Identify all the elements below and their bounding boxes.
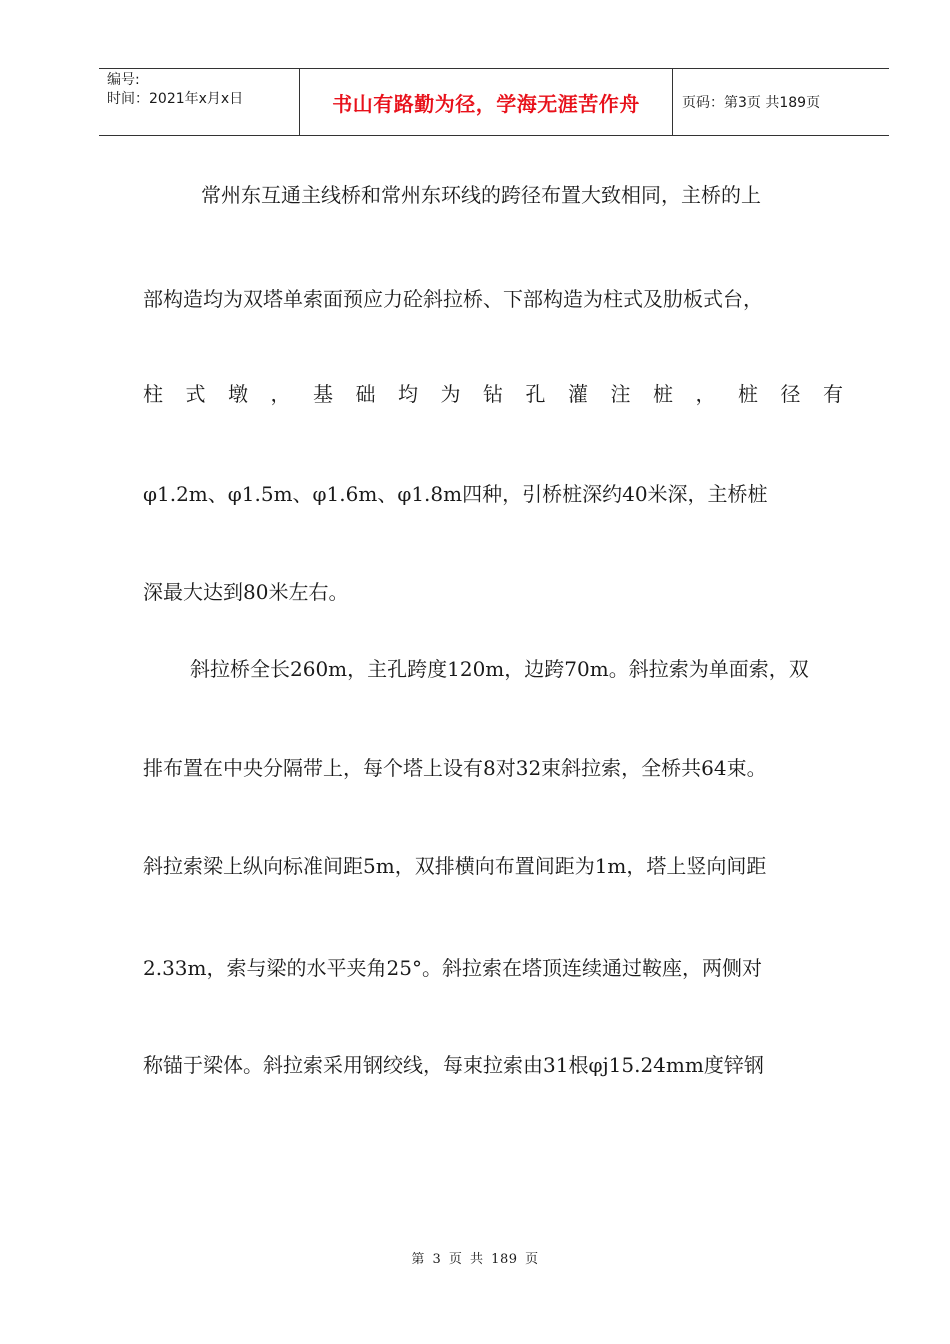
body-line-3-char: 孔 — [525, 382, 546, 406]
page-footer: 第 3 页 共 189 页 — [411, 1252, 539, 1267]
time-label: 时间：2021年x月x日 — [107, 91, 244, 107]
body-line-3-char: 桩 — [653, 382, 673, 406]
body-line-10: 称锚于梁体。斜拉索采用钢绞线，每束拉索由31根φj15.24mm度锌钢 — [143, 1053, 764, 1077]
body-line-3-char: ， — [695, 382, 716, 406]
body-line-3-char: 有 — [823, 382, 843, 406]
body-line-3-char: 墩 — [228, 382, 248, 406]
body-line-3-char: 础 — [355, 382, 376, 406]
body-line-3-char: 桩 — [738, 382, 758, 406]
body-line-1: 常州东互通主线桥和常州东环线的跨径布置大致相同，主桥的上 — [201, 183, 761, 207]
body-line-3-char: 为 — [440, 382, 461, 406]
header-meta — [99, 69, 300, 135]
body-line-4: φ1.2m、φ1.5m、φ1.6m、φ1.8m四种，引桥桩深约40米深，主桥桩 — [143, 482, 768, 506]
document-header — [99, 68, 889, 136]
body-line-3-char: 式 — [185, 382, 206, 406]
body-line-8: 斜拉索梁上纵向标准间距5m，双排横向布置间距为1m，塔上竖向间距 — [143, 854, 767, 878]
body-line-3-char: 钻 — [483, 382, 503, 406]
body-line-3-char: 径 — [780, 382, 801, 406]
body-line-3 — [143, 381, 843, 407]
body-line-9: 2.33m，索与梁的水平夹角25°。斜拉索在塔顶连续通过鞍座，两侧对 — [143, 956, 762, 980]
body-line-2: 部构造均为双塔单索面预应力砼斜拉桥、下部构造为柱式及肋板式台， — [143, 287, 763, 311]
body-line-3-char: 均 — [398, 382, 418, 406]
body-line-3-char: 柱 — [143, 382, 163, 406]
body-line-3-char: ， — [270, 382, 291, 406]
body-line-7: 排布置在中央分隔带上，每个塔上设有8对32束斜拉索，全桥共64束。 — [143, 756, 767, 780]
header-motto: 书山有路勤为径，学海无涯苦作舟 — [300, 69, 673, 135]
body-line-3-char: 注 — [610, 382, 631, 406]
serial-number-label: 编号: — [107, 72, 140, 88]
body-line-3-char: 灌 — [568, 382, 588, 406]
body-line-5: 深最大达到80米左右。 — [143, 580, 349, 604]
body-line-6: 斜拉桥全长260m，主孔跨度120m，边跨70m。斜拉索为单面索，双 — [190, 657, 809, 681]
body-line-3-char: 基 — [313, 382, 333, 406]
header-page-info: 页码：第3页 共189页 — [682, 95, 821, 111]
